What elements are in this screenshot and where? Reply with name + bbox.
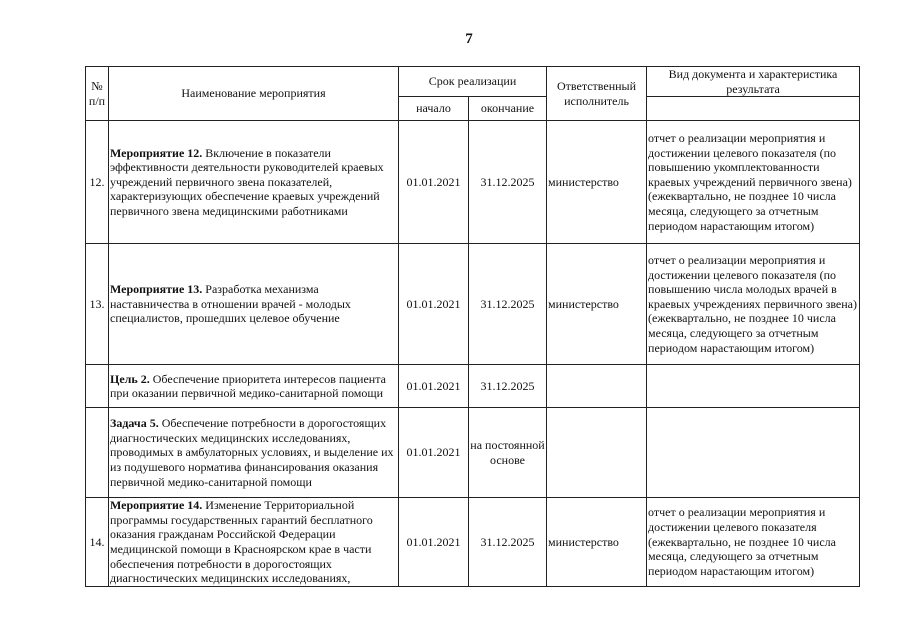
end-date: 31.12.2025 — [469, 498, 547, 587]
header-name: Наименование мероприятия — [109, 67, 399, 121]
header-row — [86, 67, 860, 97]
event-name — [109, 121, 399, 244]
row-number — [86, 365, 109, 408]
result-description: отчет о реализации мероприятия и достижении целевого показателя (по повышению укомплектованности краевых учреждений первичного звена) (ежеквартально, не позднее 10 числа месяца, следующего за отчетным периодом нарастающим итогом) — [647, 121, 860, 244]
table-row — [86, 498, 860, 587]
result-description — [647, 408, 860, 498]
executor: министерство — [547, 498, 647, 587]
page-number: 7 — [465, 31, 473, 47]
table-row — [86, 365, 860, 408]
table-row — [86, 121, 860, 244]
end-date: 31.12.2025 — [469, 365, 547, 408]
event-name — [109, 408, 399, 498]
event-name — [109, 244, 399, 365]
executor — [547, 365, 647, 408]
row-number: 14. — [86, 498, 109, 587]
event-description: Обеспечение приоритета интересов пациента при оказании первичной медико-санитарной помощи — [110, 371, 386, 401]
start-date: 01.01.2021 — [399, 121, 469, 244]
table-row — [86, 244, 860, 365]
header-num: № п/п — [86, 67, 109, 121]
executor: министерство — [547, 121, 647, 244]
event-description: Включение в показатели эффективности деятельности руководителей краевых учреждений первичного звена показателей, характеризующих обеспечение краевых учреждений первичного звена медицинскими работниками — [110, 145, 384, 219]
event-title: Мероприятие 12. — [110, 145, 203, 160]
start-date: 01.01.2021 — [399, 365, 469, 408]
executor — [547, 408, 647, 498]
event-title: Цель 2. — [110, 371, 150, 386]
header-result: Вид документа и характеристика результата — [647, 67, 860, 97]
start-date: 01.01.2021 — [399, 244, 469, 365]
header-result-empty — [647, 97, 860, 121]
header-executor: Ответственный исполнитель — [547, 67, 647, 121]
end-date: 31.12.2025 — [469, 244, 547, 365]
events-table — [85, 66, 860, 587]
header-start: начало — [399, 97, 469, 121]
event-description: Обеспечение потребности в дорогостоящих диагностических медицинских исследованиях, проводимых в амбулаторных условиях, и выделение их из подушевого норматива финансирования оказания первичной медико-санитарной помощи — [110, 416, 394, 489]
event-name — [109, 365, 399, 408]
header-end: окончание — [469, 97, 547, 121]
result-description: отчет о реализации мероприятия и достижении целевого показателя (ежеквартально, не позднее 10 числа месяца, следующего за отчетным периодом нарастающим итогом) — [647, 498, 860, 587]
event-title: Мероприятие 13. — [110, 282, 203, 297]
row-number — [86, 408, 109, 498]
start-date: 01.01.2021 — [399, 408, 469, 498]
executor: министерство — [547, 244, 647, 365]
header-period: Срок реализации — [399, 67, 547, 97]
table-row — [86, 408, 860, 498]
result-description: отчет о реализации мероприятия и достижении целевого показателя (по повышению числа молодых врачей в краевых учреждениях первичного звена) (ежеквартально, не позднее 10 числа месяца, следующего за отчетным периодом нарастающим итогом) — [647, 244, 860, 365]
event-description: Разработка механизма наставничества в отношении врачей - молодых специалистов, прошедших целевое обучение — [110, 282, 351, 326]
start-date: 01.01.2021 — [399, 498, 469, 587]
row-number: 12. — [86, 121, 109, 244]
event-name — [109, 498, 399, 587]
end-date: на постоянной основе — [469, 408, 547, 498]
result-description — [647, 365, 860, 408]
end-date: 31.12.2025 — [469, 121, 547, 244]
event-title: Задача 5. — [110, 416, 159, 431]
event-title: Мероприятие 14. — [110, 498, 203, 513]
event-description: Изменение Территориальной программы государственных гарантий бесплатного оказания гражданам Российской Федерации медицинской помощи в Красноярском крае в части обеспечения потребности в дорогостоящих диагностических медицинских исследованиях, — [110, 498, 373, 586]
row-number: 13. — [86, 244, 109, 365]
